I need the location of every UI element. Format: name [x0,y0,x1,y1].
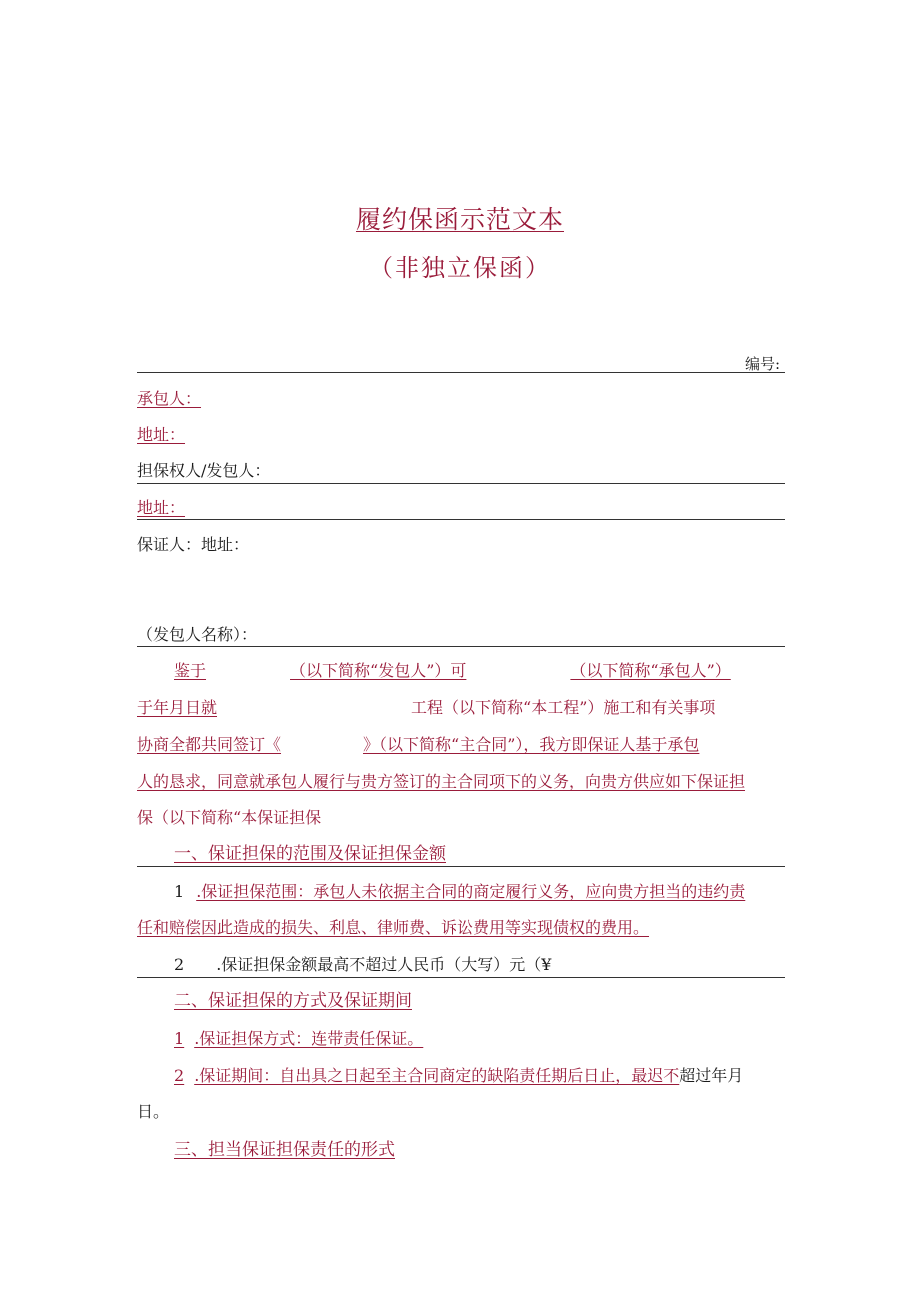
section-2-item-2 [174,1066,743,1086]
contractor-abbr: （以下简称“承包人”） [570,661,731,680]
section-1-item-2 [174,955,551,975]
section-2-item-1 [174,1029,423,1049]
item-text: .保证担保范围：承包人未依据主合同的商定履行义务，应向贵方担当的违约责 [196,882,746,901]
item-number: 2 [174,1066,185,1085]
section-1-item-1-continued: 任和赔偿因此造成的损失、利息、律师费、诉讼费用等实现债权的费用。 [137,918,650,937]
document-title: 履约保函示范文本 [355,205,564,234]
paragraph-line: 人的恳求，同意就承包人履行与贵方签订的主合同项下的义务，向贵方供应如下保证担 [137,772,746,791]
employer-abbr: （以下简称“发包人”）可 [290,661,467,680]
item-number: 1 [174,1029,185,1048]
sign-prefix: 协商全都共同签订《 [137,735,282,754]
item-number: 2 [174,955,185,974]
section-2-heading: 二、保证担保的方式及保证期间 [174,991,412,1011]
section-1-item-1 [174,882,745,902]
divider [137,483,785,484]
paragraph-line [137,698,715,718]
item-text: .保证担保金额最高不超过人民币（大写）元（¥ [216,955,552,974]
divider [137,866,785,867]
guarantor-label: 保证人：地址： [137,535,250,554]
obligee-address-label: 地址： [137,498,186,517]
document-subtitle: （非独立保函） [369,254,551,282]
section-3-heading: 三、担当保证担保责任的形式 [174,1140,395,1160]
section-2-item-2-continued: 日。 [137,1102,170,1121]
item-text-tail: 超过年月 [679,1066,744,1085]
paragraph-line [137,735,699,755]
paragraph-line [174,661,772,681]
date-prefix: 于年月日就 [137,698,218,717]
item-text: .保证期间：自出具之日起至主合同商定的缺陷责任期后日止，最迟不 [194,1066,680,1085]
sign-suffix: 》（以下简称“主合同”），我方即保证人基于承包 [363,735,700,754]
paragraph-line: 保（以下简称“本保证担保 [137,808,322,827]
serial-number-label: 编号: [745,355,781,373]
divider [137,977,785,978]
project-abbr: 工程（以下简称“本工程”）施工和有关事项 [411,698,716,717]
item-number: 1 [174,882,185,901]
divider [137,646,785,647]
divider [137,519,785,520]
contractor-address-label: 地址： [137,425,186,444]
section-1-heading: 一、保证担保的范围及保证担保金额 [174,844,446,864]
item-text: .保证担保方式：连带责任保证。 [194,1029,424,1048]
obligee-label: 担保权人/发包人： [137,461,271,480]
divider [137,372,785,373]
whereas-text: 鉴于 [174,661,207,680]
salutation: （发包人名称）： [137,625,258,644]
contractor-label: 承包人： [137,389,202,408]
